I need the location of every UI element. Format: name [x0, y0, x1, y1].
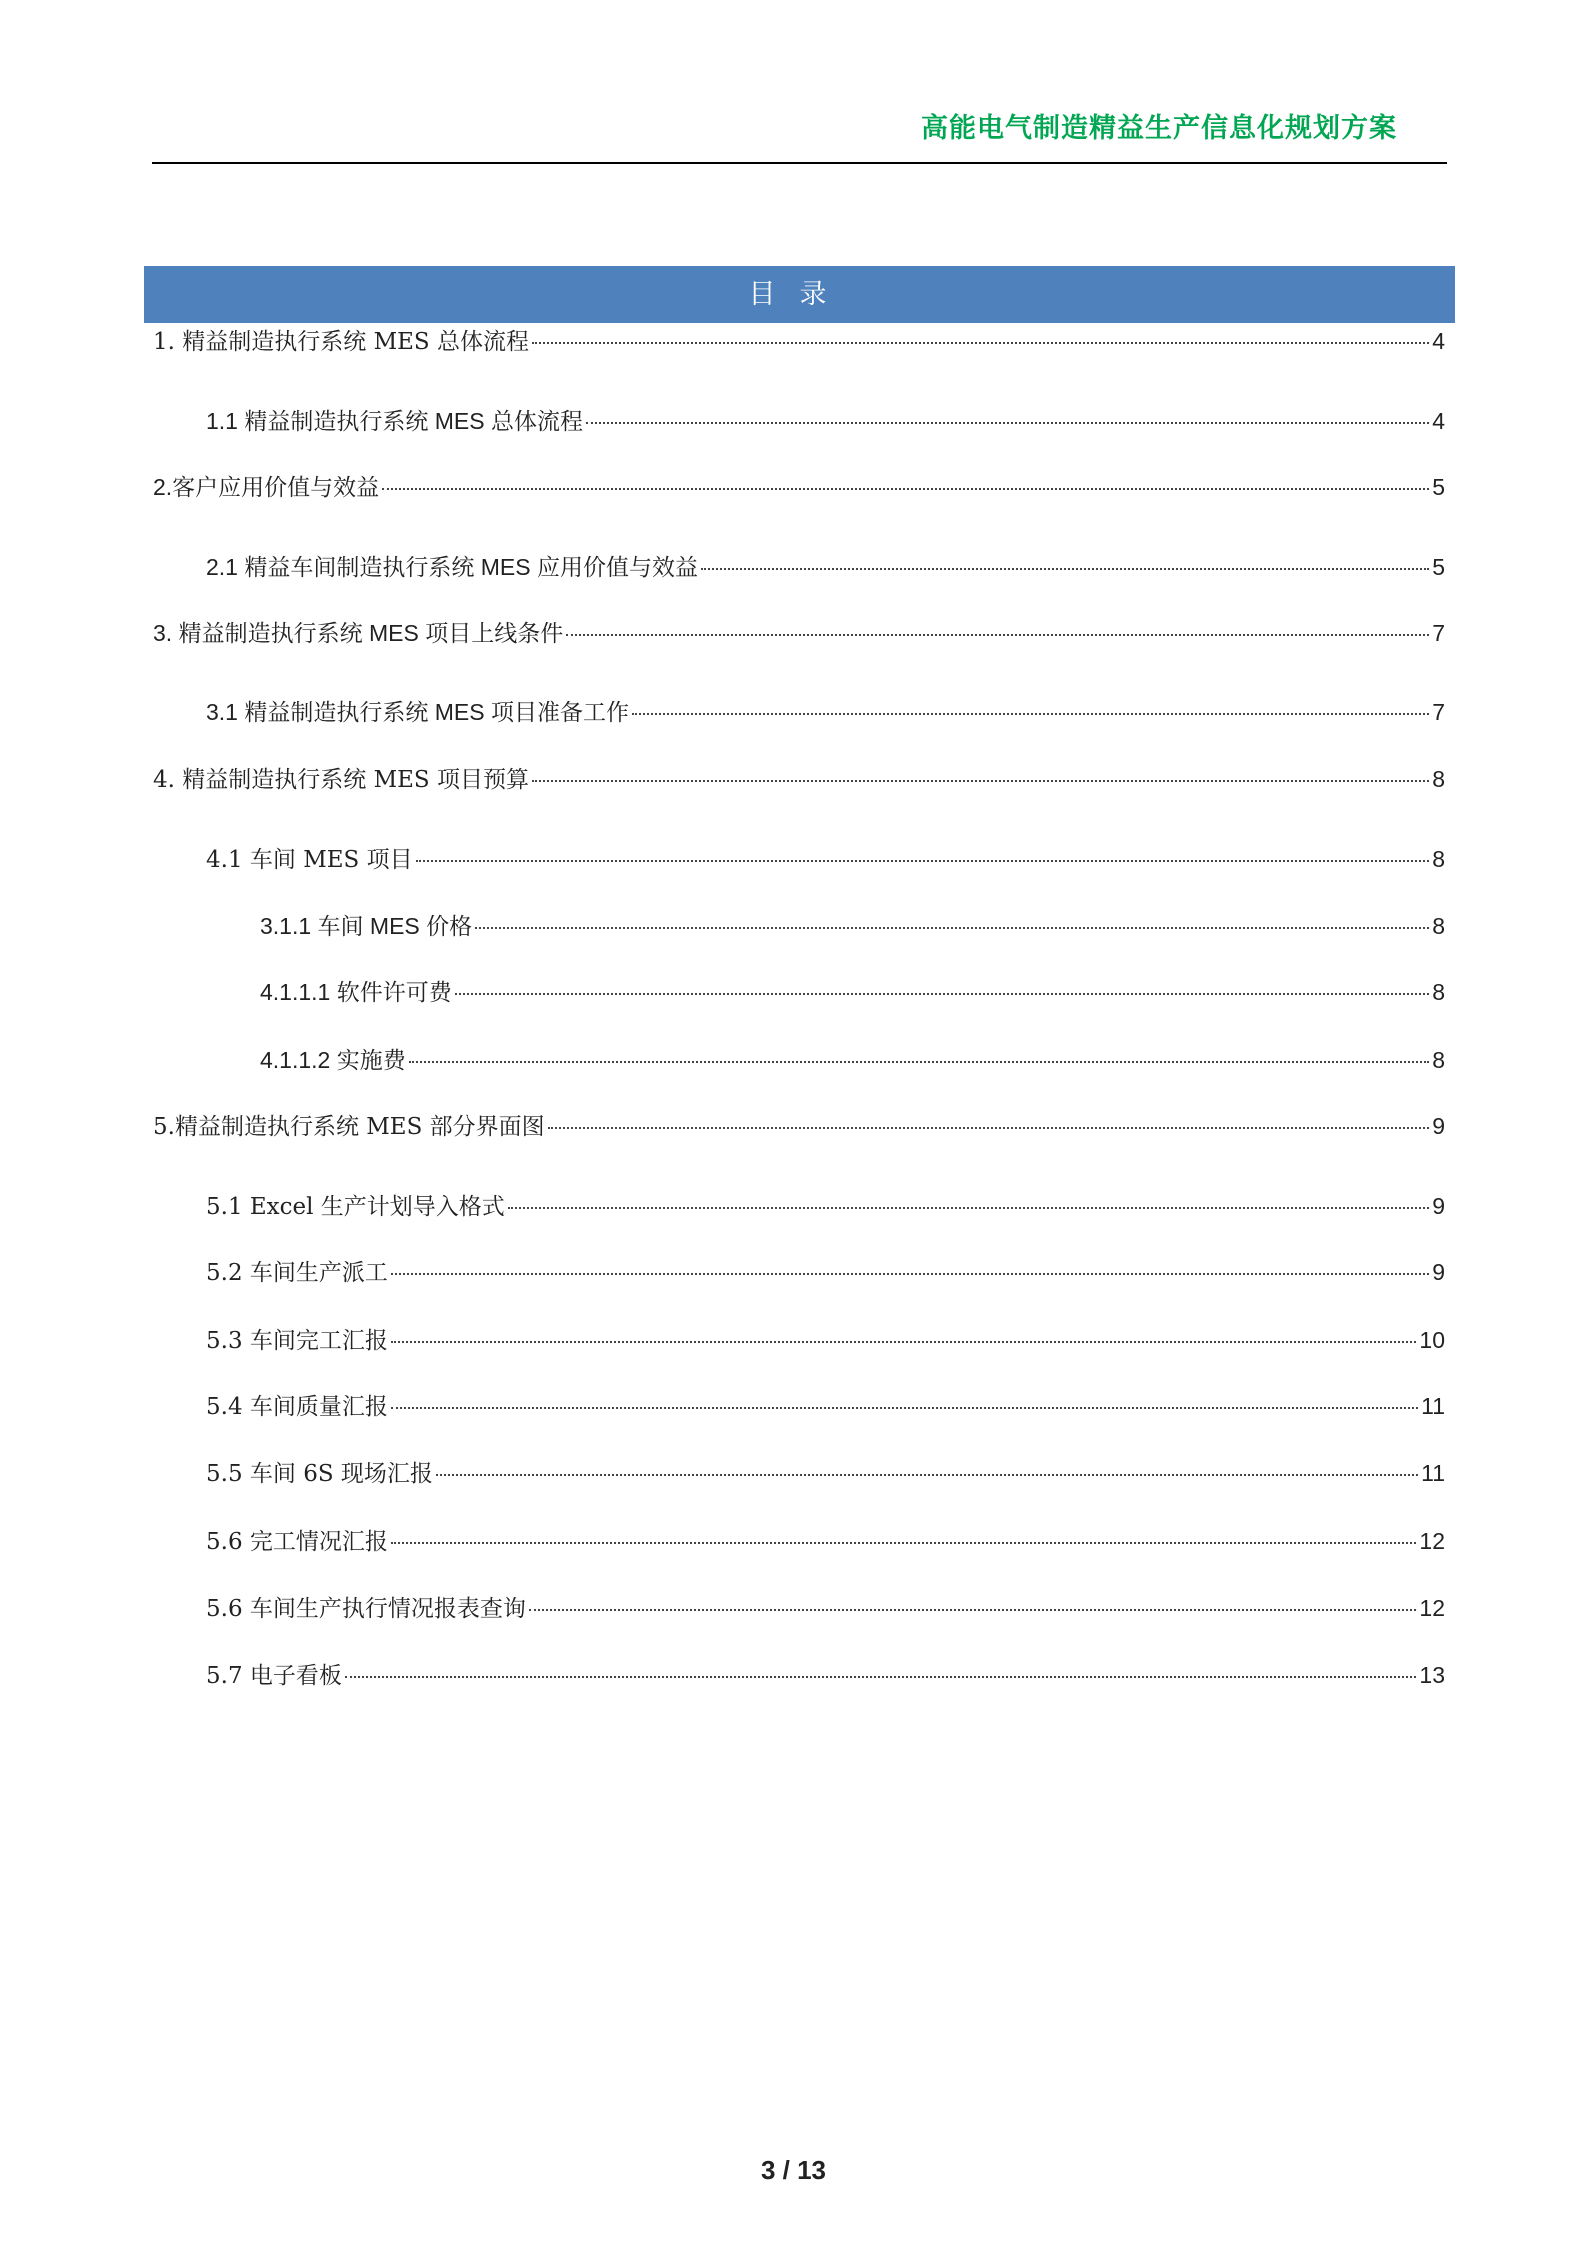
toc-entry[interactable] — [153, 615, 1445, 647]
toc-entry-label: 1. 精益制造执行系统 MES 总体流程 — [153, 329, 529, 355]
toc-entry-label: 5.5 车间 6S 现场汇报 — [206, 1461, 433, 1487]
dot-leader — [532, 780, 1429, 782]
toc-entry-page: 12 — [1419, 1528, 1445, 1554]
toc-entry[interactable] — [206, 841, 1445, 873]
toc-entry[interactable] — [153, 761, 1445, 793]
toc-entry-label: 5.7 电子看板 — [206, 1663, 342, 1689]
toc-entry[interactable] — [206, 1455, 1445, 1487]
dot-leader — [632, 713, 1429, 715]
toc-entry-page: 9 — [1432, 1113, 1445, 1139]
toc-entry-label: 2.1 精益车间制造执行系统 MES 应用价值与效益 — [206, 554, 698, 580]
document-header-title: 高能电气制造精益生产信息化规划方案 — [921, 113, 1397, 144]
toc-entry-page: 11 — [1421, 1460, 1445, 1486]
toc-entry[interactable] — [206, 549, 1445, 581]
toc-entry-label: 4.1.1.2 实施费 — [260, 1047, 406, 1073]
header-divider — [152, 162, 1447, 164]
toc-entry[interactable] — [260, 1042, 1445, 1074]
dot-leader — [382, 488, 1429, 490]
dot-leader — [391, 1273, 1429, 1275]
toc-entry-page: 8 — [1432, 979, 1445, 1005]
toc-entry[interactable] — [206, 1657, 1445, 1689]
toc-entry-label: 3.1.1 车间 MES 价格 — [260, 913, 473, 939]
dot-leader — [508, 1207, 1429, 1209]
toc-entry[interactable] — [260, 974, 1445, 1006]
dot-leader — [391, 1341, 1417, 1343]
toc-entry-label: 5.6 车间生产执行情况报表查询 — [206, 1596, 526, 1622]
toc-entry-page: 8 — [1432, 1047, 1445, 1073]
toc-entry-page: 4 — [1432, 328, 1445, 354]
toc-entry-label: 5.4 车间质量汇报 — [206, 1394, 388, 1420]
toc-entry[interactable] — [153, 1108, 1445, 1140]
toc-entry[interactable] — [206, 1388, 1445, 1420]
toc-entry-page: 8 — [1432, 846, 1445, 872]
dot-leader — [416, 860, 1430, 862]
toc-entry[interactable] — [260, 908, 1445, 940]
toc-entry[interactable] — [206, 694, 1445, 726]
toc-entry[interactable] — [206, 403, 1445, 435]
toc-entry[interactable] — [206, 1590, 1445, 1622]
dot-leader — [345, 1676, 1417, 1678]
dot-leader — [532, 342, 1429, 344]
toc-entry-label: 5.3 车间完工汇报 — [206, 1328, 388, 1354]
toc-entry[interactable] — [153, 469, 1445, 501]
toc-entry-page: 5 — [1432, 474, 1445, 500]
toc-entry-page: 9 — [1432, 1193, 1445, 1219]
toc-entry-page: 7 — [1432, 699, 1445, 725]
toc-entry-label: 2.客户应用价值与效益 — [153, 474, 380, 500]
dot-leader — [436, 1474, 1418, 1476]
toc-entry-page: 13 — [1419, 1662, 1445, 1688]
toc-entry[interactable] — [206, 1523, 1445, 1555]
toc-entry[interactable] — [206, 1254, 1445, 1286]
dot-leader — [701, 568, 1429, 570]
toc-entry-label: 3. 精益制造执行系统 MES 项目上线条件 — [153, 620, 564, 646]
toc-heading: 目录 — [144, 266, 1455, 323]
toc-entry-label: 5.2 车间生产派工 — [206, 1260, 388, 1286]
dot-leader — [586, 422, 1429, 424]
toc-entry-label: 4. 精益制造执行系统 MES 项目预算 — [153, 767, 529, 793]
dot-leader — [391, 1542, 1417, 1544]
toc-entry-label: 5.1 Excel 生产计划导入格式 — [206, 1194, 505, 1220]
dot-leader — [409, 1061, 1429, 1063]
toc-entry-page: 12 — [1419, 1595, 1445, 1621]
toc-entry-page: 9 — [1432, 1259, 1445, 1285]
dot-leader — [455, 993, 1429, 995]
toc-entry[interactable] — [206, 1322, 1445, 1354]
toc-entry-label: 4.1 车间 MES 项目 — [206, 847, 413, 873]
dot-leader — [529, 1609, 1417, 1611]
dot-leader — [566, 634, 1429, 636]
toc-entry-label: 5.精益制造执行系统 MES 部分界面图 — [153, 1114, 545, 1140]
toc-entry-page: 7 — [1432, 620, 1445, 646]
toc-entry-page: 11 — [1421, 1393, 1445, 1419]
dot-leader — [391, 1407, 1418, 1409]
toc-entry-page: 4 — [1432, 408, 1445, 434]
toc-entry-page: 8 — [1432, 913, 1445, 939]
toc-entry-page: 10 — [1419, 1327, 1445, 1353]
toc-entry-label: 3.1 精益制造执行系统 MES 项目准备工作 — [206, 699, 629, 725]
dot-leader — [475, 927, 1429, 929]
toc-entry-label: 4.1.1.1 软件许可费 — [260, 979, 452, 1005]
toc-entry-page: 5 — [1432, 554, 1445, 580]
toc-entry-label: 1.1 精益制造执行系统 MES 总体流程 — [206, 408, 583, 434]
toc-entry[interactable] — [153, 323, 1445, 355]
toc-entry-page: 8 — [1432, 766, 1445, 792]
dot-leader — [548, 1127, 1430, 1129]
page-indicator: 3 / 13 — [760, 2155, 827, 2185]
toc-entry[interactable] — [206, 1188, 1445, 1220]
toc-entry-label: 5.6 完工情况汇报 — [206, 1529, 388, 1555]
